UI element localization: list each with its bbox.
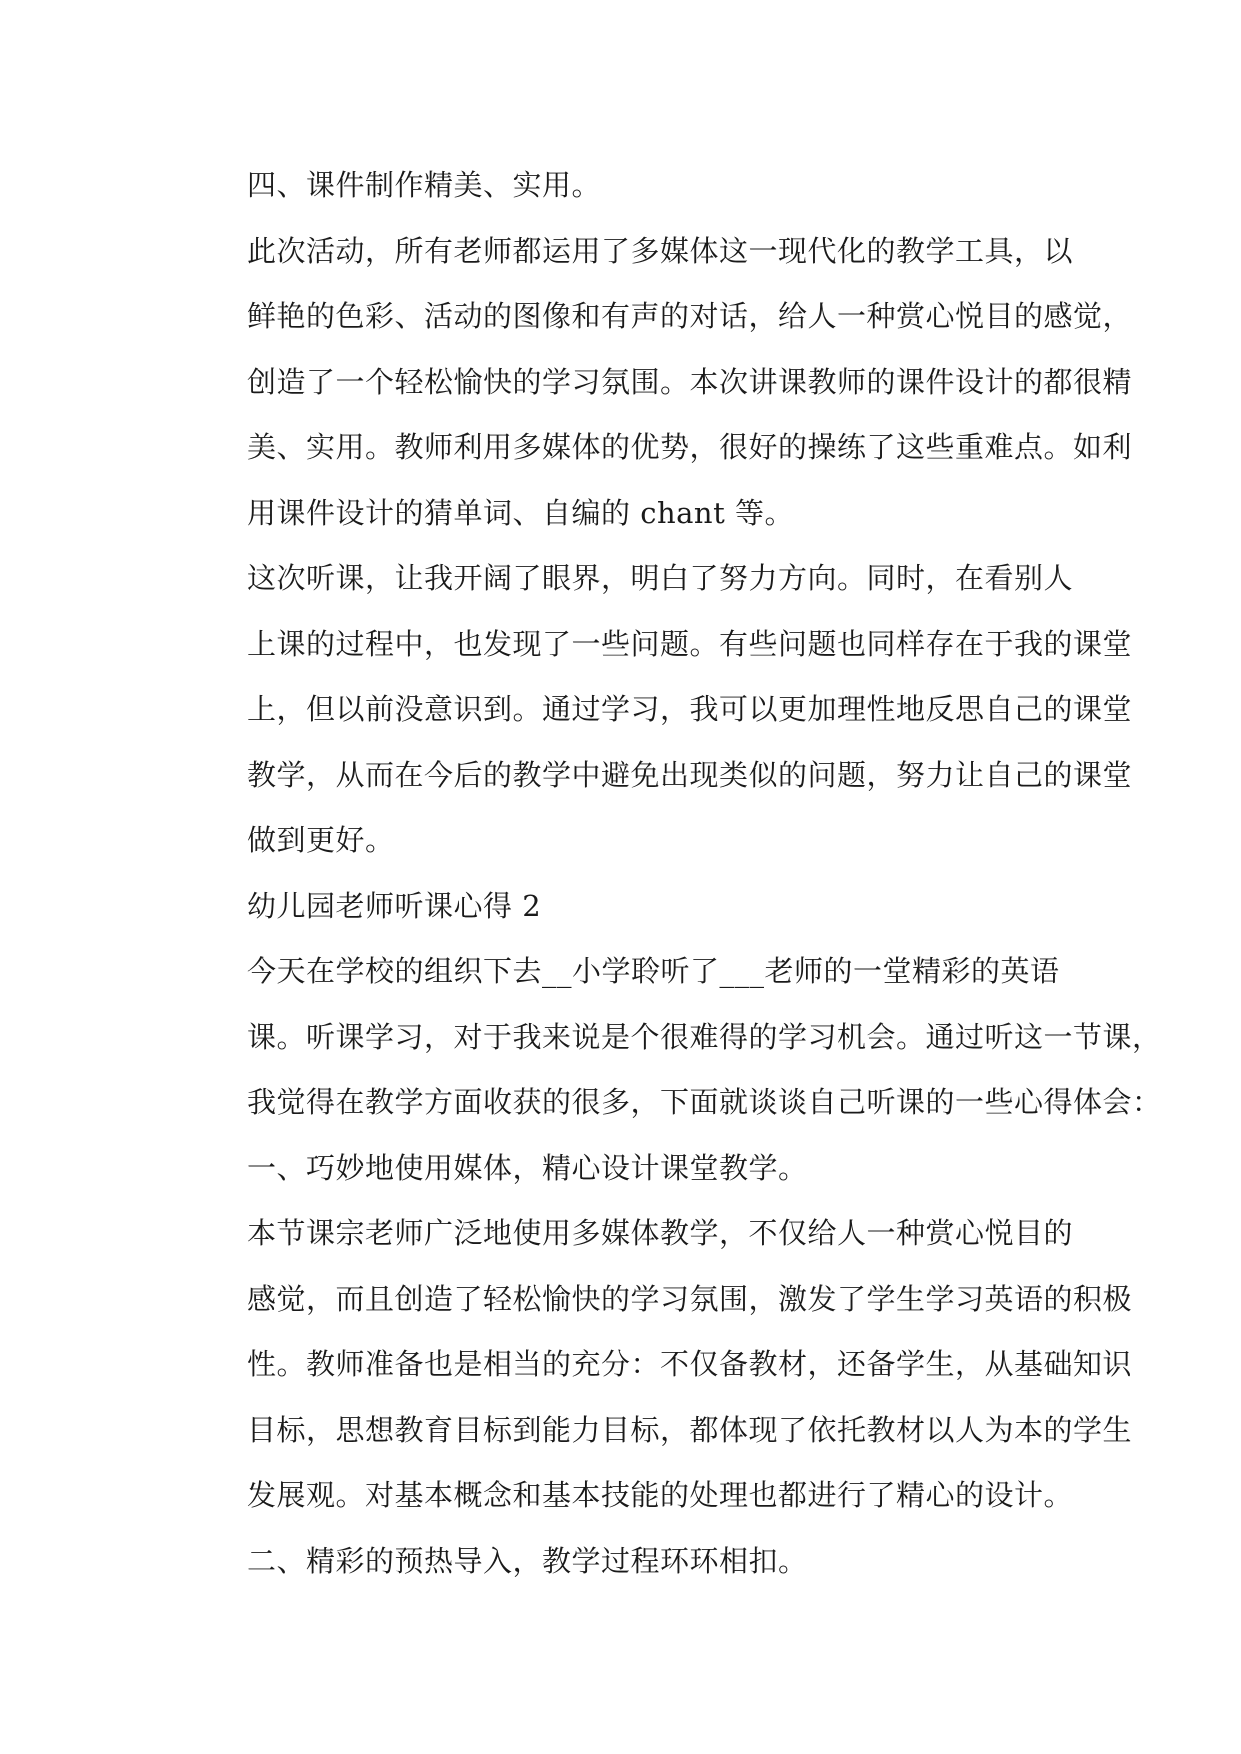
text-line: 美、实用。教师利用多媒体的优势，很好的操练了这些重难点。如利 bbox=[247, 430, 1133, 464]
text-line: 做到更好。 bbox=[247, 823, 395, 857]
text-line: 今天在学校的组织下去__小学聆听了___老师的一堂精彩的英语 bbox=[247, 954, 1060, 988]
text-line: 这次听课，让我开阔了眼界，明白了努力方向。同时，在看别人 bbox=[247, 561, 1074, 595]
paragraph-intro bbox=[189, 939, 1162, 1136]
text-line: 目标，思想教育目标到能力目标，都体现了依托教材以人为本的学生 bbox=[247, 1412, 1133, 1447]
text-line: 一、巧妙地使用媒体，精心设计课堂教学。 bbox=[247, 1150, 808, 1185]
paragraph-heading-2 bbox=[189, 1529, 1059, 1595]
document-body bbox=[189, 153, 1162, 1594]
paragraph-heading-1 bbox=[189, 1136, 1059, 1202]
text-line: 我觉得在教学方面收获的很多，下面就谈谈自己听课的一些心得体会： bbox=[247, 1085, 1162, 1119]
text-line: 幼儿园老师听课心得 2 bbox=[247, 888, 542, 923]
text-line: 教学，从而在今后的教学中避免出现类似的问题，努力让自己的课堂 bbox=[247, 757, 1133, 792]
text-line: 上，但以前没意识到。通过学习，我可以更加理性地反思自己的课堂 bbox=[247, 692, 1133, 726]
paragraph-reflection bbox=[189, 546, 1133, 874]
text-line: 课。听课学习，对于我来说是个很难得的学习机会。通过听这一节课， bbox=[247, 1019, 1162, 1054]
text-line: 用课件设计的猜单词、自编的 chant 等。 bbox=[247, 495, 794, 530]
text-line: 本节课宗老师广泛地使用多媒体教学，不仅给人一种赏心悦目的 bbox=[247, 1216, 1074, 1250]
text-line: 四、课件制作精美、实用。 bbox=[247, 168, 602, 202]
text-line: 创造了一个轻松愉快的学习氛围。本次讲课教师的课件设计的都很精 bbox=[247, 364, 1133, 399]
text-line: 感觉，而且创造了轻松愉快的学习氛围，激发了学生学习英语的积极 bbox=[247, 1281, 1133, 1316]
text-line: 二、精彩的预热导入，教学过程环环相扣。 bbox=[247, 1543, 808, 1578]
paragraph-heading-4 bbox=[189, 153, 1059, 219]
paragraph-multimedia bbox=[189, 219, 1133, 547]
section-title bbox=[189, 874, 1059, 940]
paragraph-media-use bbox=[189, 1201, 1133, 1529]
text-line: 性。教师准备也是相当的充分：不仅备教材，还备学生，从基础知识 bbox=[247, 1347, 1133, 1381]
text-line: 鲜艳的色彩、活动的图像和有声的对话，给人一种赏心悦目的感觉， bbox=[247, 299, 1133, 333]
text-line: 发展观。对基本概念和基本技能的处理也都进行了精心的设计。 bbox=[247, 1478, 1074, 1512]
text-line: 上课的过程中，也发现了一些问题。有些问题也同样存在于我的课堂 bbox=[247, 626, 1133, 661]
text-line: 此次活动，所有老师都运用了多媒体这一现代化的教学工具，以 bbox=[247, 233, 1074, 268]
